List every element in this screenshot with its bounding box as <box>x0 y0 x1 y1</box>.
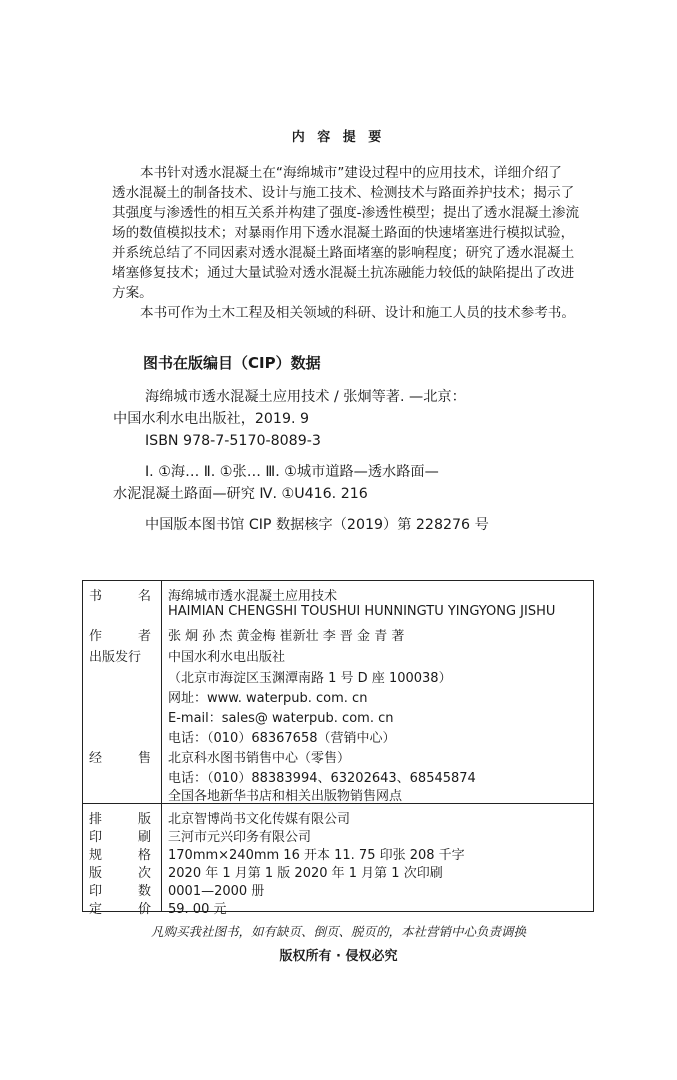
cip-line: 中国水利水电出版社，2019. 9 <box>113 411 310 427</box>
cip-line: Ⅰ. ①海… Ⅱ. ①张… Ⅲ. ①城市道路—透水路面— <box>145 464 439 480</box>
row-value: 全国各地新华书店和相关出版物销售网点 <box>168 789 403 804</box>
row-label <box>89 585 151 604</box>
summary-paragraph <box>112 163 582 323</box>
summary-line: 本书针对透水混凝土在“海绵城市”建设过程中的应用技术，详细介绍了 <box>140 165 562 181</box>
row-value: 中国水利水电出版社 <box>168 650 286 665</box>
row-value: 三河市元兴印务有限公司 <box>168 830 312 845</box>
colophon-table <box>82 580 594 917</box>
row-label <box>89 844 151 863</box>
summary-line: 其强度与渗透性的相互关系并构建了强度-渗透性模型；提出了透水混凝土渗流 <box>112 205 580 221</box>
summary-line: 场的数值模拟技术；对暴雨作用下透水混凝土路面的快速堵塞进行模拟试验， <box>112 225 575 241</box>
row-value: 网址：www. waterpub. com. cn <box>168 691 368 706</box>
row-label-char: 刷 <box>137 830 151 845</box>
cip-heading: 图书在版编目（CIP）数据 <box>143 354 321 372</box>
row-label-char: 出版发行 <box>89 650 142 665</box>
row-label-char: 印 <box>89 830 103 845</box>
column-divider <box>161 581 162 911</box>
row-label <box>89 625 151 644</box>
row-label <box>89 747 151 766</box>
row-label-char: 者 <box>137 629 151 644</box>
cip-block <box>113 386 489 536</box>
copyright-notice: 版权所有 · 侵权必究 <box>279 949 398 964</box>
row-label-char: 格 <box>137 848 151 863</box>
row-value: 2020 年 1 月第 1 版 2020 年 1 月第 1 次印刷 <box>168 866 443 881</box>
row-value: 0001—2000 册 <box>168 884 265 899</box>
row-value: 张 炯 孙 杰 黄金梅 崔新壮 李 晋 金 青 著 <box>168 629 405 644</box>
row-label-char: 数 <box>137 884 151 899</box>
summary-line: 堵塞修复技术；通过大量试验对透水混凝土抗冻融能力较低的缺陷提出了改进 <box>112 265 575 281</box>
row-label-char: 版 <box>89 866 103 881</box>
row-label-char: 版 <box>137 812 151 827</box>
summary-paragraph-2: 本书可作为土木工程及相关领域的科研、设计和施工人员的技术参考书。 <box>140 305 575 321</box>
summary-line: 方案。 <box>112 285 153 301</box>
summary-line: 并系统总结了不同因素对透水混凝土路面堵塞的影响程度；研究了透水混凝土 <box>112 245 575 261</box>
row-value: （北京市海淀区玉渊潭南路 1 号 D 座 100038） <box>168 671 452 686</box>
row-label <box>89 862 151 881</box>
row-label <box>89 808 151 827</box>
cip-line: 海绵城市透水混凝土应用技术 / 张炯等著. —北京： <box>145 389 466 405</box>
summary-title: 内 容 提 要 <box>291 130 386 145</box>
row-label-char: 次 <box>137 866 151 881</box>
row-value: 电话：（010）68367658（营销中心） <box>168 731 396 746</box>
cip-line: ISBN 978-7-5170-8089-3 <box>145 433 321 449</box>
row-value: 北京智博尚书文化传媒有限公司 <box>168 812 351 827</box>
row-label-char: 作 <box>89 629 103 644</box>
row-value: 电话：（010）88383994、63202643、68545874 <box>168 771 476 786</box>
replacement-notice: 凡购买我社图书，如有缺页、倒页、脱页的，本社营销中心负责调换 <box>150 924 526 939</box>
cip-line: 中国版本图书馆 CIP 数据核字（2019）第 228276 号 <box>145 517 489 533</box>
row-value: HAIMIAN CHENGSHI TOUSHUI HUNNINGTU YINGYONG JISHU <box>168 604 556 619</box>
row-value: 170mm×240mm 16 开本 11. 75 印张 208 千字 <box>168 848 465 863</box>
row-label-char: 规 <box>89 848 103 863</box>
row-value: 北京科水图书销售中心（零售） <box>168 751 351 766</box>
row-label-char: 经 <box>89 751 103 766</box>
row-label-char: 书 <box>89 589 103 604</box>
cip-line: 水泥混凝土路面—研究 Ⅳ. ①U416. 216 <box>113 486 368 502</box>
row-label <box>89 826 151 845</box>
summary-line: 透水混凝土的制备技术、设计与施工技术、检测技术与路面养护技术；揭示了 <box>112 185 575 201</box>
row-label <box>89 898 151 917</box>
row-label-char: 售 <box>137 751 151 766</box>
row-value: 海绵城市透水混凝土应用技术 <box>168 589 338 604</box>
row-label-char: 定 <box>89 902 103 917</box>
row-value: 59. 00 元 <box>168 902 227 917</box>
row-label-char: 价 <box>137 902 151 917</box>
row-label-char: 排 <box>89 812 103 827</box>
row-label <box>89 880 151 899</box>
row-label-char: 印 <box>89 884 103 899</box>
row-label <box>89 646 151 665</box>
row-value: E-mail：sales@ waterpub. com. cn <box>168 711 394 726</box>
row-label-char: 名 <box>137 589 151 604</box>
